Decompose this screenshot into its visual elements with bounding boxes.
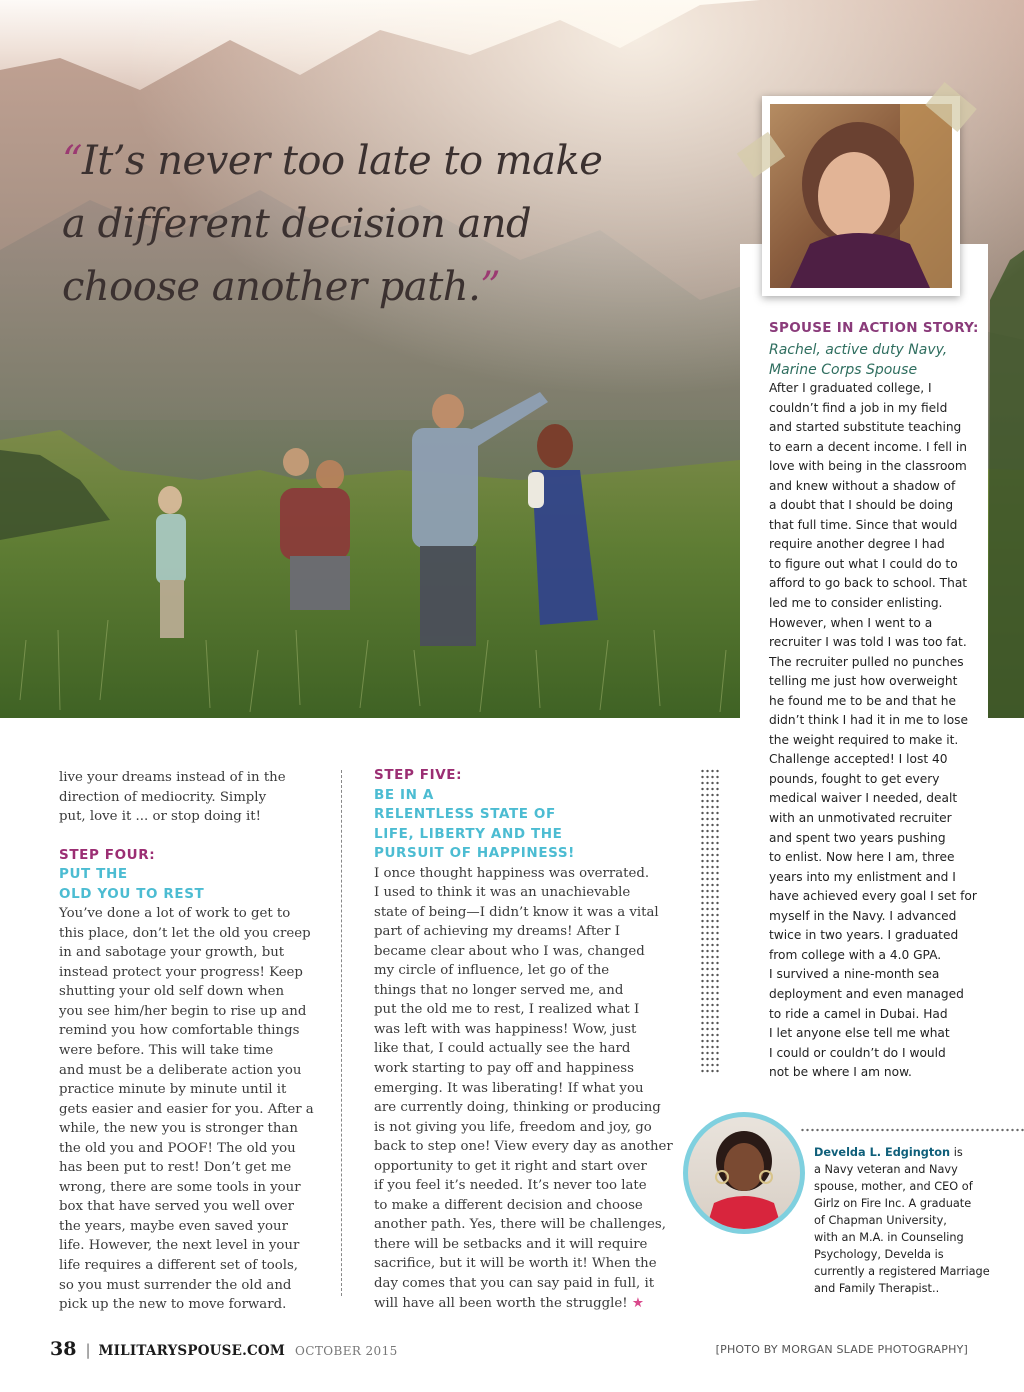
- body-line: back to step one! View every day as another: [374, 1139, 673, 1155]
- sidebar-subtitle-line: Marine Corps Spouse: [769, 362, 918, 378]
- sidebar-body-line: didn’t think I had it in me to lose: [769, 713, 968, 728]
- author-bio-line: with an M.A. in Counseling: [814, 1231, 964, 1244]
- author-bio-line: and Family Therapist..: [814, 1282, 940, 1295]
- sidebar-body-line: have achieved every goal I set for: [769, 889, 977, 904]
- body-line: has been put to rest! Don’t get me: [59, 1160, 292, 1176]
- sidebar-title: SPOUSE IN ACTION STORY:: [769, 320, 979, 336]
- sidebar-body-line: I survived a nine-month sea: [769, 967, 940, 982]
- body-line: sacrifice, but it will be worth it! When the: [374, 1256, 657, 1272]
- open-quote-mark: “: [62, 138, 82, 184]
- body-line: became clear about who I was, changed: [374, 943, 645, 959]
- body-line: state of being—I didn’t know it was a vital: [374, 904, 659, 920]
- rachel-photo-frame: [762, 96, 960, 296]
- sidebar-body-line: twice in two years. I graduated: [769, 928, 959, 943]
- sidebar-body-line: that full time. Since that would: [769, 517, 958, 532]
- body-line: while, the new you is stronger than: [59, 1121, 298, 1137]
- end-star-icon: ★: [631, 1295, 644, 1311]
- step-five-title-line: LIFE, LIBERTY AND THE: [374, 825, 563, 842]
- sidebar-body-line: to figure out what I could do to: [769, 556, 958, 571]
- body-line: remind you how comfortable things: [59, 1023, 300, 1039]
- body-line: pick up the new to move forward.: [59, 1297, 287, 1313]
- step-four-label: STEP FOUR:: [59, 846, 156, 863]
- page-number: 38: [50, 1338, 77, 1360]
- body-line: work starting to pay off and happiness: [374, 1060, 634, 1076]
- body-line: gets easier and easier for you. After a: [59, 1101, 314, 1117]
- body-line: things that no longer served me, and: [374, 982, 624, 998]
- step-five-label: STEP FIVE:: [374, 767, 463, 783]
- sidebar-body-line: I could or couldn’t do I would: [769, 1045, 946, 1060]
- sidebar-body-line: After I graduated college, I: [769, 381, 932, 395]
- body-line: you see him/her begin to rise up and: [59, 1003, 307, 1019]
- body-line: another path. Yes, there will be challenges,: [374, 1217, 666, 1233]
- sidebar-body-line: telling me just how overweight: [769, 674, 958, 689]
- sidebar-body-line: deployment and even managed: [769, 986, 964, 1001]
- body-line: are currently doing, thinking or producing: [374, 1100, 661, 1116]
- step-four-title-line: PUT THE: [59, 866, 128, 883]
- body-line: like that, I could actually see the hard: [374, 1041, 631, 1057]
- body-line: the old you and POOF! The old you: [59, 1140, 296, 1156]
- intro-line: live your dreams instead of in the: [59, 770, 286, 785]
- step-five-title-line: PURSUIT OF HAPPINESS!: [374, 845, 575, 861]
- sidebar-body-line: to ride a camel in Dubai. Had: [769, 1006, 948, 1021]
- body-line: I once thought happiness was overrated.: [374, 865, 650, 881]
- author-bio-line: Psychology, Develda is: [814, 1248, 944, 1261]
- sidebar-body-line: not be where I am now.: [769, 1065, 912, 1080]
- body-line: is not giving you life, freedom and joy, go: [374, 1119, 652, 1135]
- step-four-title-line: OLD YOU TO REST: [59, 885, 205, 902]
- pull-quote-line-1: It’s never too late to make: [81, 138, 603, 184]
- body-line: put the old me to rest, I realized what I: [374, 1002, 640, 1018]
- article-column-1: [59, 768, 314, 1315]
- author-bio-first-line: [814, 1144, 994, 1161]
- body-line: were before. This will take time: [59, 1042, 274, 1058]
- sidebar-body-line: a doubt that I should be doing: [769, 498, 954, 513]
- intro-line: put, love it ... or stop doing it!: [59, 809, 261, 825]
- photo-credit: [PHOTO BY MORGAN SLADE PHOTOGRAPHY]: [715, 1343, 968, 1356]
- sidebar-subtitle-line: Rachel, active duty Navy,: [769, 342, 948, 358]
- sidebar-body-line: from college with a 4.0 GPA.: [769, 947, 942, 962]
- body-line: so you must surrender the old and: [59, 1277, 292, 1293]
- author-bio-line: spouse, mother, and CEO of: [814, 1180, 973, 1193]
- sidebar-body-line: love with being in the classroom: [769, 459, 967, 474]
- body-line: emerging. It was liberating! If what you: [374, 1080, 644, 1096]
- body-line: this place, don’t let the old you creep: [59, 925, 311, 941]
- body-line: opportunity to get it right and start over: [374, 1158, 647, 1174]
- sidebar-body-line: the weight required to make it.: [769, 732, 959, 747]
- column-divider-dotted: [700, 768, 720, 1074]
- sidebar-body-line: and knew without a shadow of: [769, 478, 956, 493]
- portrait-illustration: [770, 104, 952, 288]
- author-bio-line: a Navy veteran and Navy: [814, 1163, 958, 1176]
- sidebar-body-line: to earn a decent income. I fell in: [769, 439, 968, 454]
- sidebar-body: [769, 379, 977, 1083]
- author-name: Develda L. Edgington: [814, 1146, 951, 1159]
- step-five-heading-cont: [374, 805, 654, 825]
- sidebar-body-line: However, when I went to a: [769, 615, 933, 630]
- page-footer: [50, 1338, 398, 1360]
- rachel-portrait-photo: [770, 104, 952, 288]
- body-line-last: [374, 1294, 654, 1314]
- sidebar-body-line: The recruiter pulled no punches: [769, 654, 964, 669]
- sidebar-body-line: require another degree I had: [769, 537, 945, 552]
- sidebar-body-line: years into my enlistment and I: [769, 869, 956, 884]
- body-line: in and sabotage your growth, but: [59, 945, 285, 961]
- body-line: if you feel it’s needed. It’s never too late: [374, 1178, 647, 1194]
- author-portrait-illustration: [688, 1117, 800, 1229]
- issue-date: OCTOBER 2015: [295, 1344, 398, 1358]
- sidebar-body-line: afford to go back to school. That: [769, 576, 968, 591]
- pull-quote-line-3: choose another path.: [62, 264, 481, 310]
- last-line-text: will have all been worth the struggle!: [374, 1295, 628, 1311]
- body-line: day comes that you can say paid in full, it: [374, 1275, 655, 1291]
- body-line: wrong, there are some tools in your: [59, 1179, 301, 1195]
- pull-quote: [62, 130, 622, 319]
- footer-separator: |: [85, 1341, 91, 1359]
- sidebar-body-line: and started substitute teaching: [769, 420, 962, 435]
- sidebar-body-line: recruiter I was told I was too fat.: [769, 635, 967, 650]
- sidebar-body-line: couldn’t find a job in my field: [769, 400, 948, 415]
- author-bio: [814, 1144, 994, 1297]
- step-four-heading-cont: [59, 885, 309, 905]
- sidebar-body-line: medical waiver I needed, dealt: [769, 791, 958, 806]
- author-bio-line: of Chapman University,: [814, 1214, 947, 1227]
- site-name-link[interactable]: MILITARYSPOUSE.COM: [98, 1343, 286, 1359]
- sidebar-body-line: Challenge accepted! I lost 40: [769, 752, 948, 767]
- body-line: life requires a different set of tools,: [59, 1257, 299, 1273]
- body-line: shutting your old self down when: [59, 984, 285, 1000]
- close-quote-mark: ”: [480, 264, 501, 310]
- sidebar-body-line: pounds, fought to get every: [769, 771, 940, 786]
- sidebar-body-line: with an unmotivated recruiter: [769, 811, 952, 826]
- body-line: was left with was happiness! Wow, just: [374, 1021, 637, 1037]
- step-five-heading: [374, 766, 654, 805]
- sidebar-body-line: I let anyone else tell me what: [769, 1026, 950, 1041]
- step-four-heading: [59, 846, 309, 885]
- sidebar-body-line: led me to consider enlisting.: [769, 596, 943, 611]
- body-line: there will be setbacks and it will require: [374, 1236, 648, 1252]
- body-line: box that have served you well over: [59, 1199, 294, 1215]
- body-line: You’ve done a lot of work to get to: [59, 906, 291, 922]
- sidebar-subtitle: [769, 340, 969, 380]
- column-divider-dashed: [341, 770, 342, 1296]
- author-bio-first-text: is: [950, 1146, 963, 1159]
- pull-quote-line-2: a different decision and: [62, 201, 532, 247]
- body-line: my circle of influence, let go of the: [374, 963, 610, 979]
- body-line: life. However, the next level in your: [59, 1238, 300, 1254]
- sidebar-body-line: myself in the Navy. I advanced: [769, 908, 957, 923]
- body-line: part of achieving my dreams! After I: [374, 924, 620, 940]
- author-avatar: [683, 1112, 805, 1234]
- author-bio-line: currently a registered Marriage: [814, 1265, 990, 1278]
- step-five-heading-cont: [374, 844, 654, 864]
- paragraph-gap: [59, 827, 309, 846]
- author-bio-line: Girlz on Fire Inc. A graduate: [814, 1197, 972, 1210]
- sidebar-body-line: he found me to be and that he: [769, 693, 957, 708]
- step-five-title-line: RELENTLESS STATE OF: [374, 806, 556, 822]
- body-line: practice minute by minute until it: [59, 1082, 287, 1098]
- body-line: I used to think it was an unachievable: [374, 885, 631, 901]
- body-line: to make a different decision and choose: [374, 1197, 643, 1213]
- author-divider-dotted: [800, 1126, 1024, 1134]
- body-line: instead protect your progress! Keep: [59, 964, 303, 980]
- article-column-2: [374, 766, 673, 1313]
- step-five-heading-cont: [374, 825, 654, 845]
- body-line: the years, maybe even saved your: [59, 1218, 288, 1234]
- sidebar-body-line: and spent two years pushing: [769, 830, 946, 845]
- body-line: and must be a deliberate action you: [59, 1062, 302, 1078]
- step-five-title-line: BE IN A: [374, 786, 434, 803]
- sidebar-body-line: to enlist. Now here I am, three: [769, 850, 955, 865]
- intro-line: direction of mediocrity. Simply: [59, 789, 267, 805]
